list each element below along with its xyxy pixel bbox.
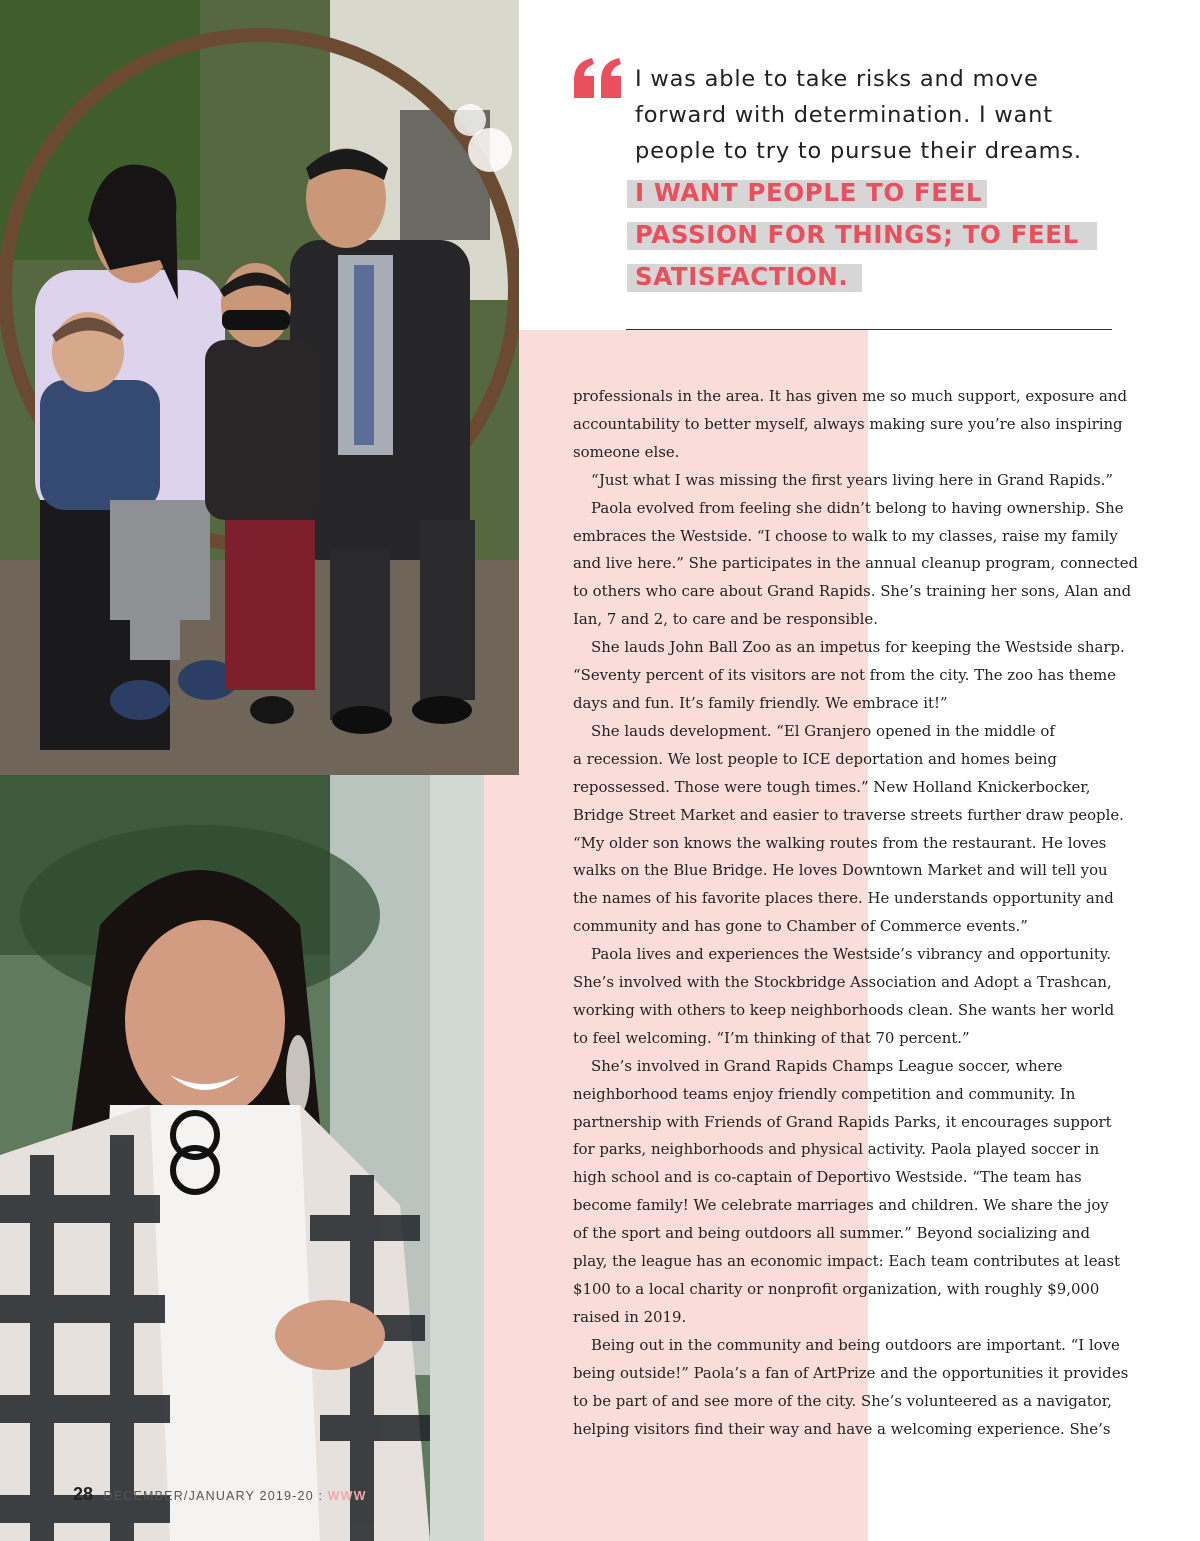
body-line: to others who care about Grand Rapids. She’s training her sons, Alan and	[573, 582, 1132, 601]
body-line: a recession. We lost people to ICE deportation and homes being	[573, 749, 1057, 768]
body-line: being outside!” Paola’s a fan of ArtPrize and the opportunities it provides	[573, 1363, 1129, 1382]
body-line: play, the league has an economic impact: Each team contributes at least	[573, 1252, 1121, 1271]
body-line: Paola evolved from feeling she didn’t belong to having ownership. She	[591, 498, 1124, 517]
family-photo-illustration	[0, 0, 519, 775]
pull-quote-highlight-text: I WANT PEOPLE TO FEEL	[635, 178, 983, 207]
body-line: partnership with Friends of Grand Rapids Parks, it encourages support	[573, 1112, 1112, 1131]
body-line: the names of his favorite places there. He understands opportunity and	[573, 889, 1114, 908]
pull-quote-divider	[626, 329, 1112, 330]
body-line: “Seventy percent of its visitors are not from the city. The zoo has theme	[573, 666, 1116, 685]
body-line: She’s involved with the Stockbridge Association and Adopt a Trashcan,	[573, 973, 1112, 992]
body-line: Ian, 7 and 2, to care and be responsible.	[573, 610, 878, 629]
body-line: “Just what I was missing the first years living here in Grand Rapids.”	[591, 470, 1114, 489]
body-line: She’s involved in Grand Rapids Champs League soccer, where	[591, 1056, 1063, 1075]
magazine-name: WWW	[327, 1489, 367, 1503]
pull-quote-highlight-line	[627, 260, 849, 294]
body-line: raised in 2019.	[573, 1307, 687, 1326]
pull-quote-line: people to try to pursue their dreams.	[635, 138, 1082, 164]
pull-quote-highlight-text: SATISFACTION.	[635, 262, 849, 291]
page-number: 28	[73, 1484, 94, 1504]
page-folio	[73, 1484, 367, 1505]
body-line: She lauds John Ball Zoo as an impetus for keeping the Westside sharp.	[591, 638, 1125, 657]
body-line: professionals in the area. It has given me so much support, exposure and	[573, 387, 1128, 405]
body-line: days and fun. It’s family friendly. We embrace it!”	[573, 693, 948, 712]
body-line: repossessed. Those were tough times.” New Holland Knickerbocker,	[573, 777, 1091, 796]
body-line: become family! We celebrate marriages and children. We share the joy	[573, 1196, 1109, 1215]
body-line: embraces the Westside. “I choose to walk to my classes, raise my family	[573, 526, 1118, 545]
body-line: accountability to better myself, always making sure you’re also inspiring	[573, 414, 1123, 433]
pull-quote-line: forward with determination. I want	[635, 102, 1053, 128]
pull-quote-highlight-text: PASSION FOR THINGS; TO FEEL	[635, 220, 1079, 249]
body-line: and live here.” She participates in the annual cleanup program, connected	[573, 554, 1139, 573]
body-line: someone else.	[573, 442, 680, 461]
body-line: for parks, neighborhoods and physical activity. Paola played soccer in	[573, 1140, 1100, 1159]
portrait-photo	[0, 775, 484, 1541]
body-line: community and has gone to Chamber of Commerce events.”	[573, 917, 1028, 936]
body-line: Being out in the community and being outdoors are important. “I love	[591, 1335, 1120, 1354]
pull-quote-highlight-line	[627, 218, 1079, 252]
body-line: “My older son knows the walking routes from the restaurant. He loves	[573, 833, 1107, 852]
pull-quote-line: I was able to take risks and move	[635, 66, 1039, 92]
body-line: to feel welcoming. “I’m thinking of that 70 percent.”	[573, 1028, 970, 1047]
body-line: of the sport and being outdoors all summer.” Beyond socializing and	[573, 1224, 1091, 1243]
pull-quote-highlight-line	[627, 176, 983, 210]
issue-date: DECEMBER/JANUARY 2019-20 :	[103, 1489, 324, 1503]
body-line: She lauds development. “El Granjero opened in the middle of	[591, 721, 1055, 740]
body-line: Paola lives and experiences the Westside’s vibrancy and opportunity.	[591, 945, 1111, 964]
quote-mark-icon	[572, 58, 624, 98]
article-body	[573, 383, 1139, 1443]
body-line: working with others to keep neighborhoods clean. She wants her world	[573, 1000, 1115, 1019]
body-line: neighborhood teams enjoy friendly competition and community. In	[573, 1084, 1076, 1103]
body-line: helping visitors find their way and have a welcoming experience. She’s	[573, 1419, 1111, 1438]
body-line: to be part of and see more of the city. She’s volunteered as a navigator,	[573, 1391, 1112, 1410]
body-line: Bridge Street Market and easier to traverse streets further draw people.	[573, 805, 1124, 824]
portrait-photo-illustration	[0, 775, 484, 1541]
body-line: $100 to a local charity or nonprofit organization, with roughly $9,000	[573, 1280, 1100, 1298]
body-line: walks on the Blue Bridge. He loves Downtown Market and will tell you	[573, 861, 1108, 880]
body-line: high school and is co-captain of Deportivo Westside. “The team has	[573, 1168, 1082, 1187]
family-photo	[0, 0, 519, 775]
